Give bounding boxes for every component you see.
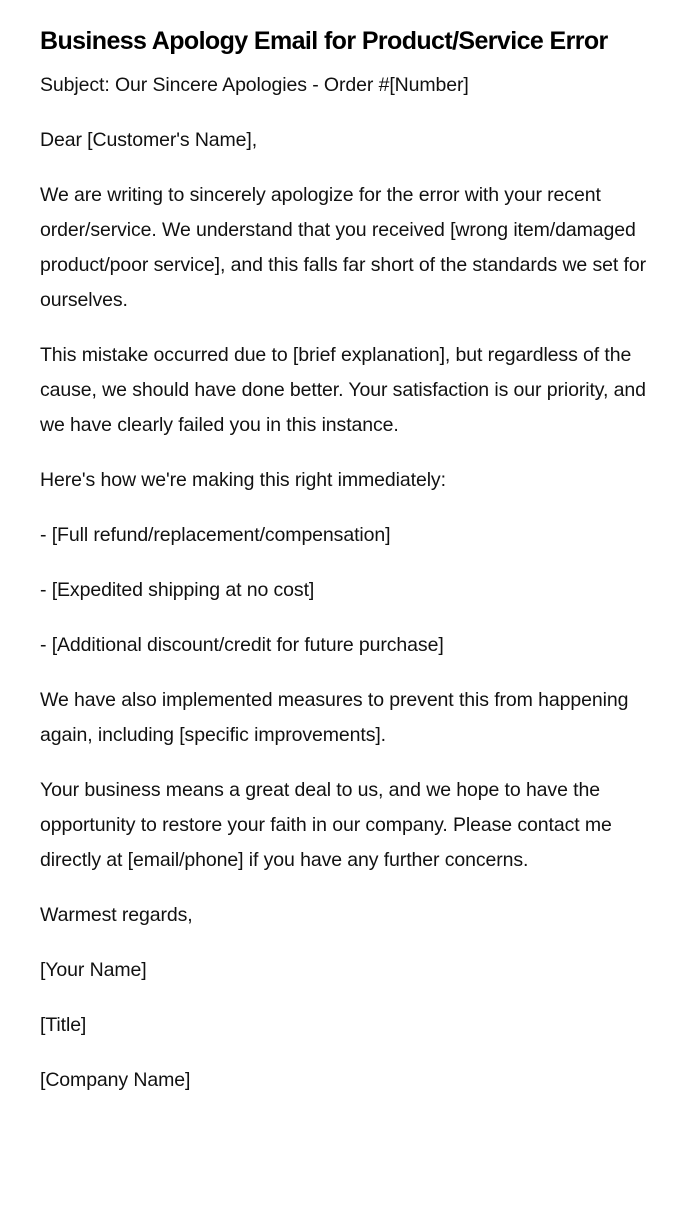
body-paragraph-remedy-intro: Here's how we're making this right immediately:: [40, 469, 446, 491]
email-subject: Subject: Our Sincere Apologies - Order #[Number]: [40, 74, 469, 96]
body-paragraph-prevention: We have also implemented measures to prevent this from happening again, including [specific improvements].: [40, 689, 629, 746]
signature-title: [Title]: [40, 1014, 87, 1036]
body-paragraph-apology: We are writing to sincerely apologize for the error with your recent order/service. We understand that you received [wrong item/damaged product/poor service], and this falls far short of the standards we set for ourselves.: [40, 184, 646, 311]
remedy-item: - [Additional discount/credit for future purchase]: [40, 634, 444, 656]
email-greeting: Dear [Customer's Name],: [40, 129, 258, 151]
email-signoff: Warmest regards,: [40, 904, 193, 926]
body-paragraph-explanation: This mistake occurred due to [brief explanation], but regardless of the cause, we should have done better. Your satisfaction is our priority, and we have clearly failed you in this instance.: [40, 344, 646, 436]
body-paragraph-closing: Your business means a great deal to us, and we hope to have the opportunity to restore your faith in our company. Please contact me directly at [email/phone] if you have any further concerns.: [40, 779, 612, 871]
remedy-item: - [Expedited shipping at no cost]: [40, 579, 315, 601]
signature-company: [Company Name]: [40, 1069, 191, 1091]
remedy-item: - [Full refund/replacement/compensation]: [40, 524, 391, 546]
page-title: Business Apology Email for Product/Service Error: [40, 27, 608, 55]
signature-name: [Your Name]: [40, 959, 147, 981]
